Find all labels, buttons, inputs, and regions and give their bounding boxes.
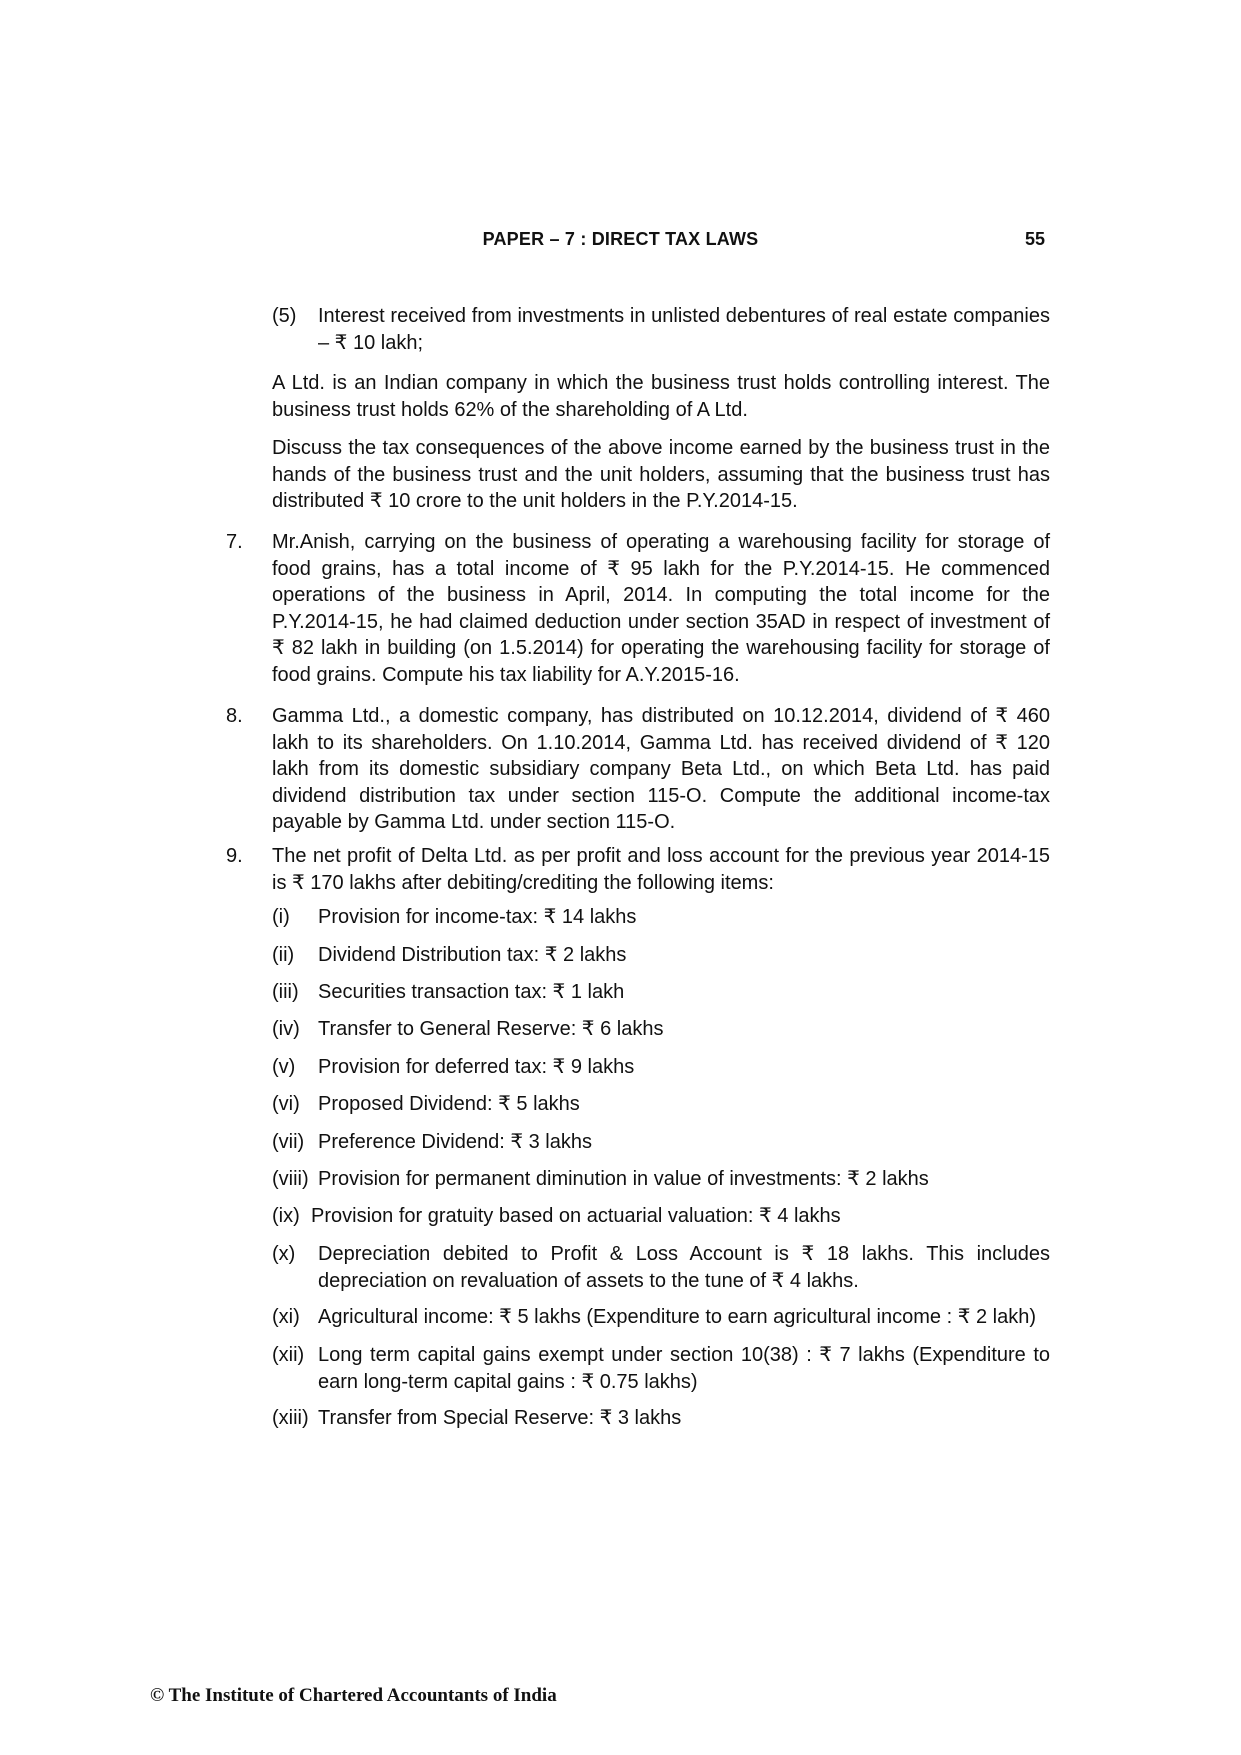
question-number: 8. bbox=[226, 705, 243, 727]
item-label: (5) bbox=[272, 305, 297, 327]
sub-item-label: (v) bbox=[272, 1056, 296, 1078]
sub-item-text: Proposed Dividend: ₹ 5 lakhs bbox=[318, 1093, 580, 1115]
sub-item-text: Preference Dividend: ₹ 3 lakhs bbox=[318, 1131, 592, 1153]
sub-item-label: (x) bbox=[272, 1243, 296, 1265]
sub-item-text: Provision for income-tax: ₹ 14 lakhs bbox=[318, 906, 637, 928]
sub-item-label: (iv) bbox=[272, 1018, 300, 1040]
sub-item-label: (xii) bbox=[272, 1344, 305, 1366]
sub-item-label: (i) bbox=[272, 906, 290, 928]
page-number: 55 bbox=[1024, 229, 1045, 249]
sub-item-text: Long term capital gains exempt under section 10(38) : ₹ 7 lakhs (Expenditure to earn long-term capital gains : ₹ 0.75 lakhs) bbox=[318, 1344, 1050, 1393]
sub-item-text: Provision for permanent diminution in value of investments: ₹ 2 lakhs bbox=[318, 1168, 929, 1190]
question-text: Gamma Ltd., a domestic company, has distributed on 10.12.2014, dividend of ₹ 460 lakh to its shareholders. On 1.10.2014, Gamma Ltd. has received dividend of ₹ 120 lakh from its domestic subsidiary company Beta Ltd., on which Beta Ltd. has paid dividend distribution tax under section 115-O. Compute the additional income-tax payable by Gamma Ltd. under section 115-O. bbox=[272, 705, 1050, 833]
sub-item-text: Securities transaction tax: ₹ 1 lakh bbox=[318, 981, 625, 1003]
question-number: 9. bbox=[226, 845, 243, 867]
sub-item-text: Transfer to General Reserve: ₹ 6 lakhs bbox=[318, 1018, 664, 1040]
copyright-footer: © The Institute of Chartered Accountants of India bbox=[150, 1685, 557, 1706]
page-title: PAPER – 7 : DIRECT TAX LAWS bbox=[482, 229, 759, 249]
sub-item-label: (xi) bbox=[272, 1306, 300, 1328]
question-text: The net profit of Delta Ltd. as per profit and loss account for the previous year 2014-15 is ₹ 170 lakhs after debiting/crediting the following items: bbox=[272, 845, 1050, 894]
question-number: 7. bbox=[226, 531, 243, 553]
paragraph: Discuss the tax consequences of the above income earned by the business trust in the hands of the business trust and the unit holders, assuming that the business trust has distributed ₹ 10 crore to the unit holders in the P.Y.2014-15. bbox=[272, 437, 1050, 512]
sub-item-label: (vii) bbox=[272, 1131, 305, 1153]
sub-item-text: Provision for gratuity based on actuarial valuation: ₹ 4 lakhs bbox=[311, 1205, 841, 1227]
item-text: Interest received from investments in unlisted debentures of real estate companies – ₹ 10 lakh; bbox=[318, 305, 1050, 354]
sub-item-text: Depreciation debited to Profit & Loss Account is ₹ 18 lakhs. This includes depreciation on revaluation of assets to the tune of ₹ 4 lakhs. bbox=[318, 1243, 1050, 1292]
sub-item-label: (viii) bbox=[272, 1168, 309, 1190]
sub-item-text: Agricultural income: ₹ 5 lakhs (Expenditure to earn agricultural income : ₹ 2 lakh) bbox=[318, 1306, 1036, 1328]
sub-item-text: Dividend Distribution tax: ₹ 2 lakhs bbox=[318, 944, 627, 966]
sub-item-label: (ii) bbox=[272, 944, 295, 966]
sub-item-label: (iii) bbox=[272, 981, 299, 1003]
paragraph: A Ltd. is an Indian company in which the business trust holds controlling interest. The business trust holds 62% of the shareholding of A Ltd. bbox=[272, 372, 1050, 421]
sub-item-label: (ix) bbox=[272, 1205, 300, 1227]
question-text: Mr.Anish, carrying on the business of operating a warehousing facility for storage of food grains, has a total income of ₹ 95 lakh for the P.Y.2014-15. He commenced operations of the business in April, 2014. In computing the total income for the P.Y.2014-15, he had claimed deduction under section 35AD in respect of investment of ₹ 82 lakh in building (on 1.5.2014) for operating the warehousing facility for storage of food grains. Compute his tax liability for A.Y.2015-16. bbox=[272, 531, 1050, 686]
sub-item-label: (vi) bbox=[272, 1093, 300, 1115]
sub-item-text: Transfer from Special Reserve: ₹ 3 lakhs bbox=[318, 1407, 682, 1429]
sub-item-label: (xiii) bbox=[272, 1407, 309, 1429]
sub-item-text: Provision for deferred tax: ₹ 9 lakhs bbox=[318, 1056, 635, 1078]
